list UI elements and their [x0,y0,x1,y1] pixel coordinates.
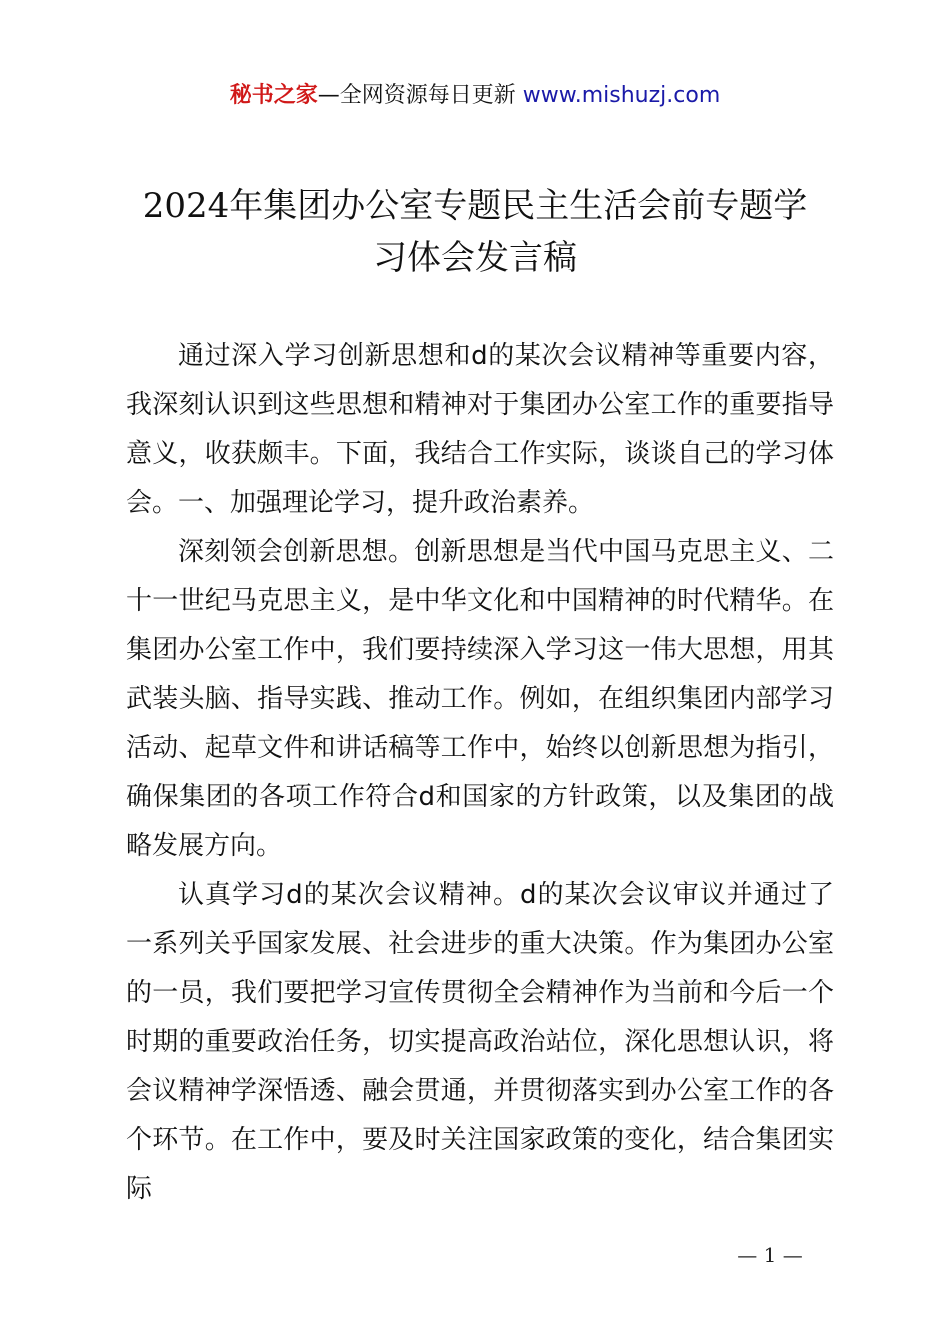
paragraph: 通过深入学习创新思想和d的某次会议精神等重要内容，我深刻认识到这些思想和精神对于集团办公室工作的重要指导意义，收获颇丰。下面，我结合工作实际，谈谈自己的学习体会。一、加强理论学习，提升政治素养。 [126,341,834,518]
site-url[interactable]: www.mishuzj.com [522,83,721,108]
paragraph: 认真学习d的某次会议精神。d的某次会议审议并通过了一系列关乎国家发展、社会进步的重大决策。作为集团办公室的一员，我们要把学习宣传贯彻全会精神作为当前和今后一个时期的重要政治任务，切实提高政治站位，深化思想认识，将会议精神学深悟透、融会贯通，并贯彻落实到办公室工作的各个环节。在工作中，要及时关注国家政策的变化，结合集团实际 [126,880,834,1204]
title-line-2: 习体会发言稿 [373,238,577,278]
paragraph: 深刻领会创新思想。创新思想是当代中国马克思主义、二十一世纪马克思主义，是中华文化和中国精神的时代精华。在集团办公室工作中，我们要持续深入学习这一伟大思想，用其武装头脑、指导实践、推动工作。例如，在组织集团内部学习活动、起草文件和讲话稿等工作中，始终以创新思想为指引，确保集团的各项工作符合d和国家的方针政策，以及集团的战略发展方向。 [126,537,834,861]
document-body [126,332,834,1214]
page-number: — 1 — [737,1243,803,1267]
document-title [0,180,950,284]
brand-name: 秘书之家 [229,83,318,108]
header-tagline: —全网资源每日更新 [317,83,523,108]
site-header [0,80,950,112]
title-line-1: 2024年集团办公室专题民主生活会前专题学 [142,186,808,226]
